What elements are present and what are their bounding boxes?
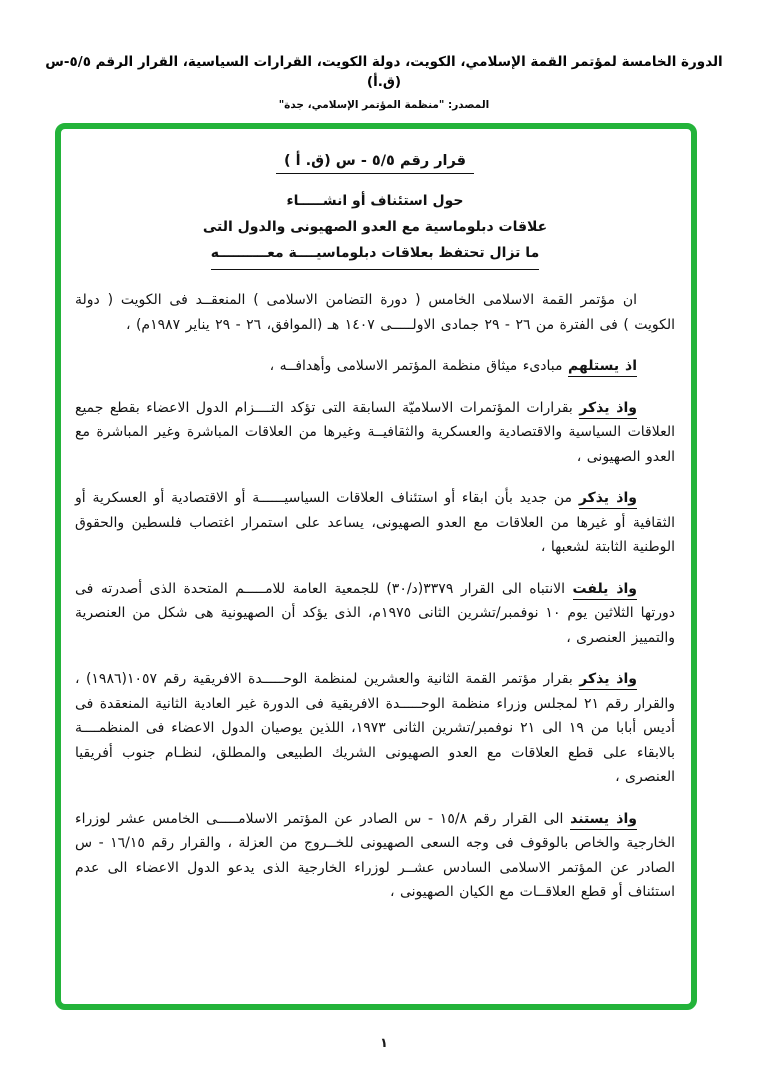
page-number: ١ — [380, 1036, 388, 1051]
resolution-subtitle-line-2: علاقات دبلوماسية مع العدو الصهيونى والدول التى — [202, 219, 548, 235]
paragraph: واذ يذكر من جديد بأن ابقاء أو استئناف العلاقات السياسيــــــة أو الاقتصادية أو العسكرية أو الثقافية أو غيرها من العلاقات مع العدو الصهيونى، يساعد على استمرار اغتصاب فلسطين والحقوق الوطنية الثابتة لشعبها ، — [75, 490, 675, 555]
content-frame — [55, 123, 697, 1010]
resolution-body — [75, 288, 675, 905]
paragraph-lead: واذ يستند — [570, 811, 637, 830]
resolution-subtitle-line-3 — [75, 240, 675, 270]
source-label: المصدر: — [448, 99, 490, 111]
paragraph: ان مؤتمر القمة الاسلامى الخامس ( دورة التضامن الاسلامى ) المنعقــد فى الكويت ( دولة الكويت ) فى الفترة من ٢٦ - ٢٩ جمادى الاولـــــى ١٤٠٧ هـ (الموافق، ٢٦ - ٢٩ يناير ١٩٨٧م) ، — [75, 292, 675, 333]
paragraph: واذ يذكر بقرار مؤتمر القمة الثانية والعشرين لمنظمة الوحـــــدة الافريقية رقم ١٠٥٧(١٩٨٦) ، والقرار رقم ٢١ لمجلس وزراء منظمة الوحـــــدة الافريقية فى الدورة غير العادية الثانية المنعقدة فى أديس أبابا من ١٩ الى ٢١ نوفمبر/تشرين الثانى ١٩٧٣، اللذين يوصيان الدول الاعضاء فى المنظمــــة بالابقاء على قطع العلاقات مع العدو الصهيونى الشريك الطبيعى والمطلق، لنظـام جنوب أفريقيا العنصرى ، — [75, 671, 676, 785]
document-header — [40, 52, 728, 111]
resolution-subtitle — [75, 188, 675, 270]
paragraph-lead: اذ يستلهم — [568, 358, 637, 377]
resolution-subtitle-line-3-text: ما تزال تحتفظ بعلاقات دبلوماسيــــة معــــــــــه — [211, 240, 540, 270]
source-value: "منظمة المؤتمر الإسلامي، جدة" — [278, 99, 445, 111]
resolution-title-text: قرار رقم ٥/٥ - س (ق. أ ) — [276, 153, 474, 174]
paragraph: واذ يستند الى القرار رقم ١٥/٨ - س الصادر عن المؤتمر الاسلامـــــى الخامس عشر لوزراء الخارجية والخاص بالوقوف فى وجه السعى الصهيونى للخــروج من العزلة ، والقرار رقم ١٦/١٥ - س الصادر عن المؤتمر الاسلامى السادس عشــر لوزراء الخارجية الذى يدعو الدول الاعضاء الى عدم استئناف أو قطع العلاقــات مع الكيان الصهيونى ، — [75, 810, 675, 900]
paragraph-lead: واذ يذكر — [579, 490, 637, 509]
resolution-title — [75, 153, 675, 174]
paragraph: اذ يستلهم مبادىء ميثاق منظمة المؤتمر الاسلامى وأهدافــه ، — [75, 354, 675, 379]
document-header-title: الدورة الخامسة لمؤتمر القمة الإسلامي، الكويت، دولة الكويت، القرارات السياسية، القرار الرقم ٥/٥-س (ق.أ) — [45, 54, 723, 90]
paragraph: واذ يلفت الانتباه الى القرار ٣٣٧٩(د/٣٠) للجمعية العامة للامـــــم المتحدة الذى أصدرته فى دورتها الثلاثين يوم ١٠ نوفمبر/تشرين الثانى ١٩٧٥م، الذى يؤكد أن الصهيونية هى شكل من العنصرية والتمييز العنصرى ، — [75, 580, 675, 646]
paragraph-lead: واذ يذكر — [579, 671, 637, 690]
paragraph-lead: واذ يلفت — [573, 581, 637, 600]
document-header-source — [40, 99, 728, 111]
paragraph-lead: واذ يذكر — [579, 400, 637, 419]
paragraph: واذ يذكر بقرارات المؤتمرات الاسلاميّة السابقة التى تؤكد التــــزام الدول الاعضاء بقطع جميع العلاقات السياسية والاقتصادية والعسكرية والثقافيــة وغيرها من العلاقات المباشرة وغير المباشرة مع العدو الصهيونى ، — [75, 399, 675, 465]
resolution-subtitle-line-1: حول استئناف أو انشـــــاء — [286, 193, 464, 209]
